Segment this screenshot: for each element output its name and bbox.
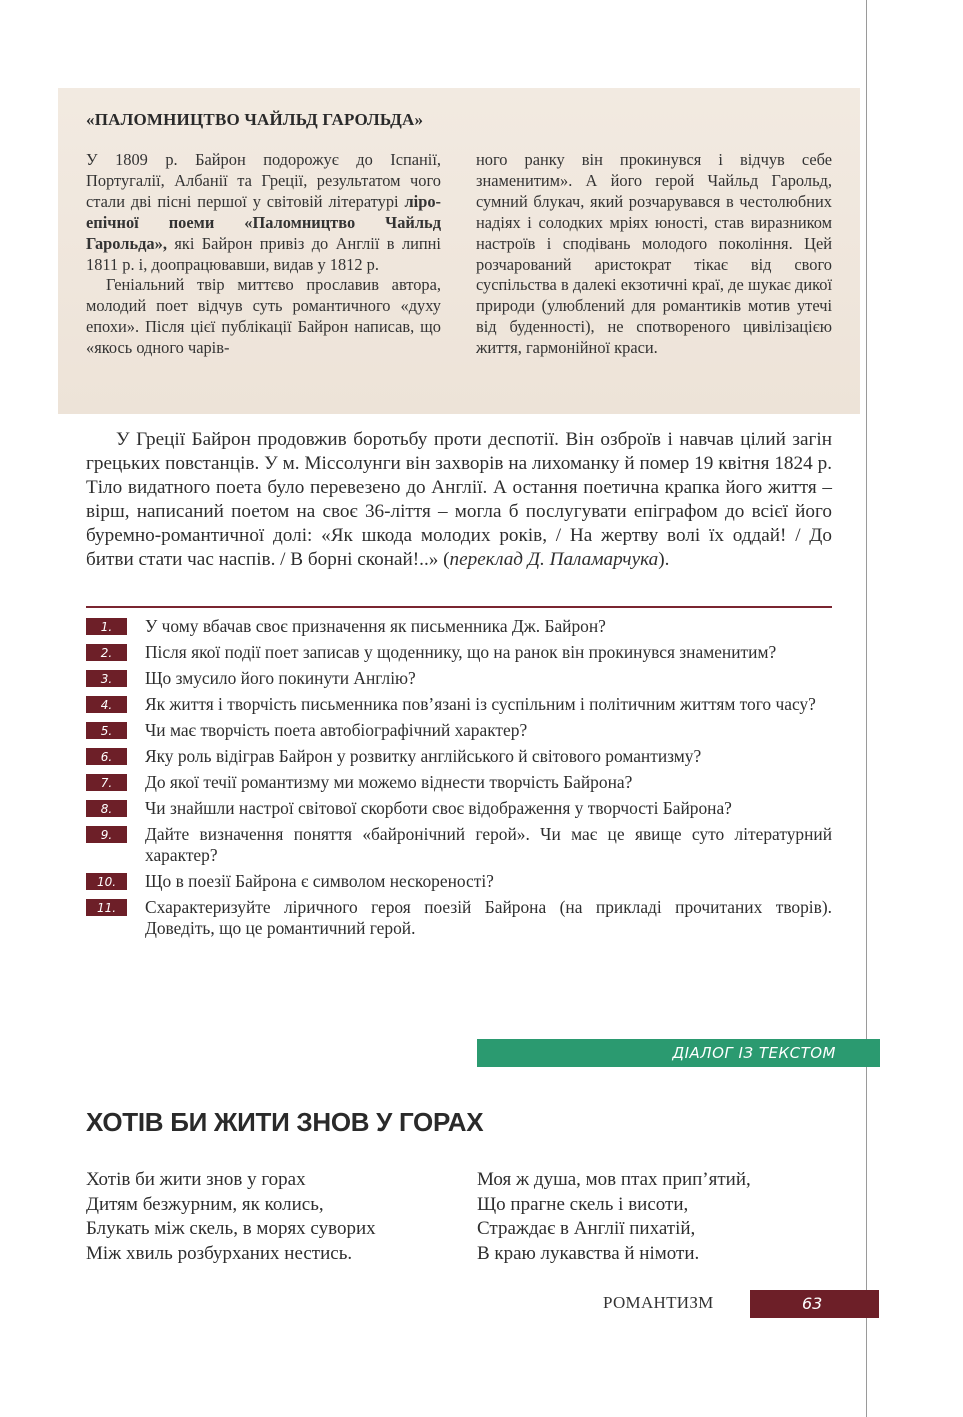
main-paragraph: У Греції Байрон продовжив боротьбу проти деспотії. Він озброїв і навчав цілий загін грецьких повстанців. У м. Міссолунги він захворів на лихоманку й помер 19 квітня 1824 р. Тіло видатного поета було перевезено до Англії. А остання поетична крапка його життя – вірш, написаний поетом на своє 36-ліття – могла б послугувати епіграфом до всієї його буремно-романтичної долі: «Як шкода молодих років, / На жертву волі їх оддай! / До битви стати час наспів. / В борні сконай!..» (переклад Д. Паламарчука). xyxy=(86,429,832,570)
question-number-badge: 1. xyxy=(86,618,127,635)
section-divider xyxy=(86,606,832,608)
question-text: До якої течії романтизму ми можемо віднести творчість Байрона? xyxy=(145,772,633,792)
question-number-badge: 2. xyxy=(86,644,127,661)
poem-title: ХОТІВ БИ ЖИТИ ЗНОВ У ГОРАХ xyxy=(86,1107,484,1137)
question-item xyxy=(86,694,833,715)
question-item xyxy=(86,642,833,663)
info-box-right-column xyxy=(476,150,832,359)
poem-line: Хотів би жити знов у горах xyxy=(86,1169,306,1190)
info-box-title: «ПАЛОМНИЦТВО ЧАЙЛЬД ГАРОЛЬДА» xyxy=(86,110,424,129)
question-item xyxy=(86,720,833,741)
question-text: Чи має творчість поета автобіографічний характер? xyxy=(145,720,528,740)
poem-line: В краю лукавства й німоти. xyxy=(477,1242,700,1264)
question-item xyxy=(86,871,833,892)
info-box-paragraph-1: У 1809 р. Байрон подорожує до Іспанії, Португалії, Албанії та Греції, результатом чого стали дві пісні першої у світовій літературі ліро-епічної поеми «Паломництво Чайльд Гарольда», які Байрон привіз до Англії в липні 1811 р. і, доопрацювавши, видав у 1812 р. xyxy=(86,150,441,274)
question-item xyxy=(86,746,833,767)
question-text: Дайте визначення поняття «байронічний герой». Чи має це явище суто літературний характер? xyxy=(145,824,832,865)
question-text: Що в поезії Байрона є символом нескореності? xyxy=(145,871,494,891)
question-text: Схарактеризуйте ліричного героя поезій Байрона (на прикладі прочитаних творів). Доведіть, що це романтичний герой. xyxy=(145,897,832,938)
page-number-badge xyxy=(750,1290,879,1318)
question-number-badge: 4. xyxy=(86,696,127,713)
dialog-banner-label: ДІАЛОГ ІЗ ТЕКСТОМ xyxy=(672,1044,836,1062)
question-item xyxy=(86,668,833,689)
dialog-with-text-banner xyxy=(477,1039,880,1067)
poem-line: Дитям безжурним, як колись, xyxy=(86,1193,324,1215)
question-text: Що змусило його покинути Англію? xyxy=(145,668,416,688)
info-box-paragraph-3: ного ранку він прокинувся і відчув себе знаменитим». А його герой Чайльд Гарольд, сумний блукач, який розчарувався в честолюбних надіях і солодких мріях юності, став виразником настроїв і сподівань молодого покоління. Цей розчарований аристократ тікає від свого суспільства в далекі екзотичні краї, де шукає дикої природи (улюблений для романтиків мотив утечі від буденності), не спотвореного цивілізацією життя, гармонійної краси. xyxy=(476,150,832,358)
poem-line: Між хвиль розбурханих нестись. xyxy=(86,1242,353,1264)
info-box-paragraph-2: Геніальний твір миттєво прославив автора, молодий поет відчув суть романтичного «духу епохи». Після цієї публікації Байрон написав, що «якось одного чарів- xyxy=(86,275,441,358)
poem-stanza-right xyxy=(477,1168,751,1266)
questions-list xyxy=(86,616,833,944)
question-item xyxy=(86,798,833,819)
footer-section-label: РОМАНТИЗМ xyxy=(603,1293,714,1312)
question-number-badge: 8. xyxy=(86,800,127,817)
question-number-badge: 10. xyxy=(86,873,127,890)
poem-line: Страждає в Англії пихатій, xyxy=(477,1218,696,1239)
question-text: У чому вбачав своє призначення як письменника Дж. Байрон? xyxy=(145,616,606,636)
question-text: Після якої події поет записав у щоденнику, що на ранок він прокинувся знаменитим? xyxy=(145,642,777,662)
question-text: Чи знайшли настрої світової скорботи своє відображення у творчості Байрона? xyxy=(145,798,732,818)
poem-line: Моя ж душа, мов птах прип’ятий, xyxy=(477,1169,751,1190)
question-item xyxy=(86,772,833,793)
page-edge-line xyxy=(866,0,867,1417)
question-number-badge: 5. xyxy=(86,722,127,739)
question-text: Як життя і творчість письменника пов’язані із суспільним і політичним життям того часу? xyxy=(145,694,816,714)
question-item xyxy=(86,616,833,637)
translator-credit: переклад Д. Паламарчука xyxy=(449,549,659,570)
question-item xyxy=(86,897,833,939)
question-number-badge: 7. xyxy=(86,774,127,791)
page-number: 63 xyxy=(802,1294,823,1313)
poem-line: Що прагне скель і висоти, xyxy=(477,1193,689,1215)
question-text: Яку роль відіграв Байрон у розвитку англійського й світового романтизму? xyxy=(145,746,702,766)
question-number-badge: 3. xyxy=(86,670,127,687)
question-number-badge: 11. xyxy=(86,899,127,916)
poem-line: Блукать між скель, в морях суворих xyxy=(86,1218,376,1239)
info-box-left-column xyxy=(86,150,441,359)
question-number-badge: 9. xyxy=(86,826,127,843)
poem-stanza-left xyxy=(86,1168,376,1266)
question-item xyxy=(86,824,833,866)
question-number-badge: 6. xyxy=(86,748,127,765)
